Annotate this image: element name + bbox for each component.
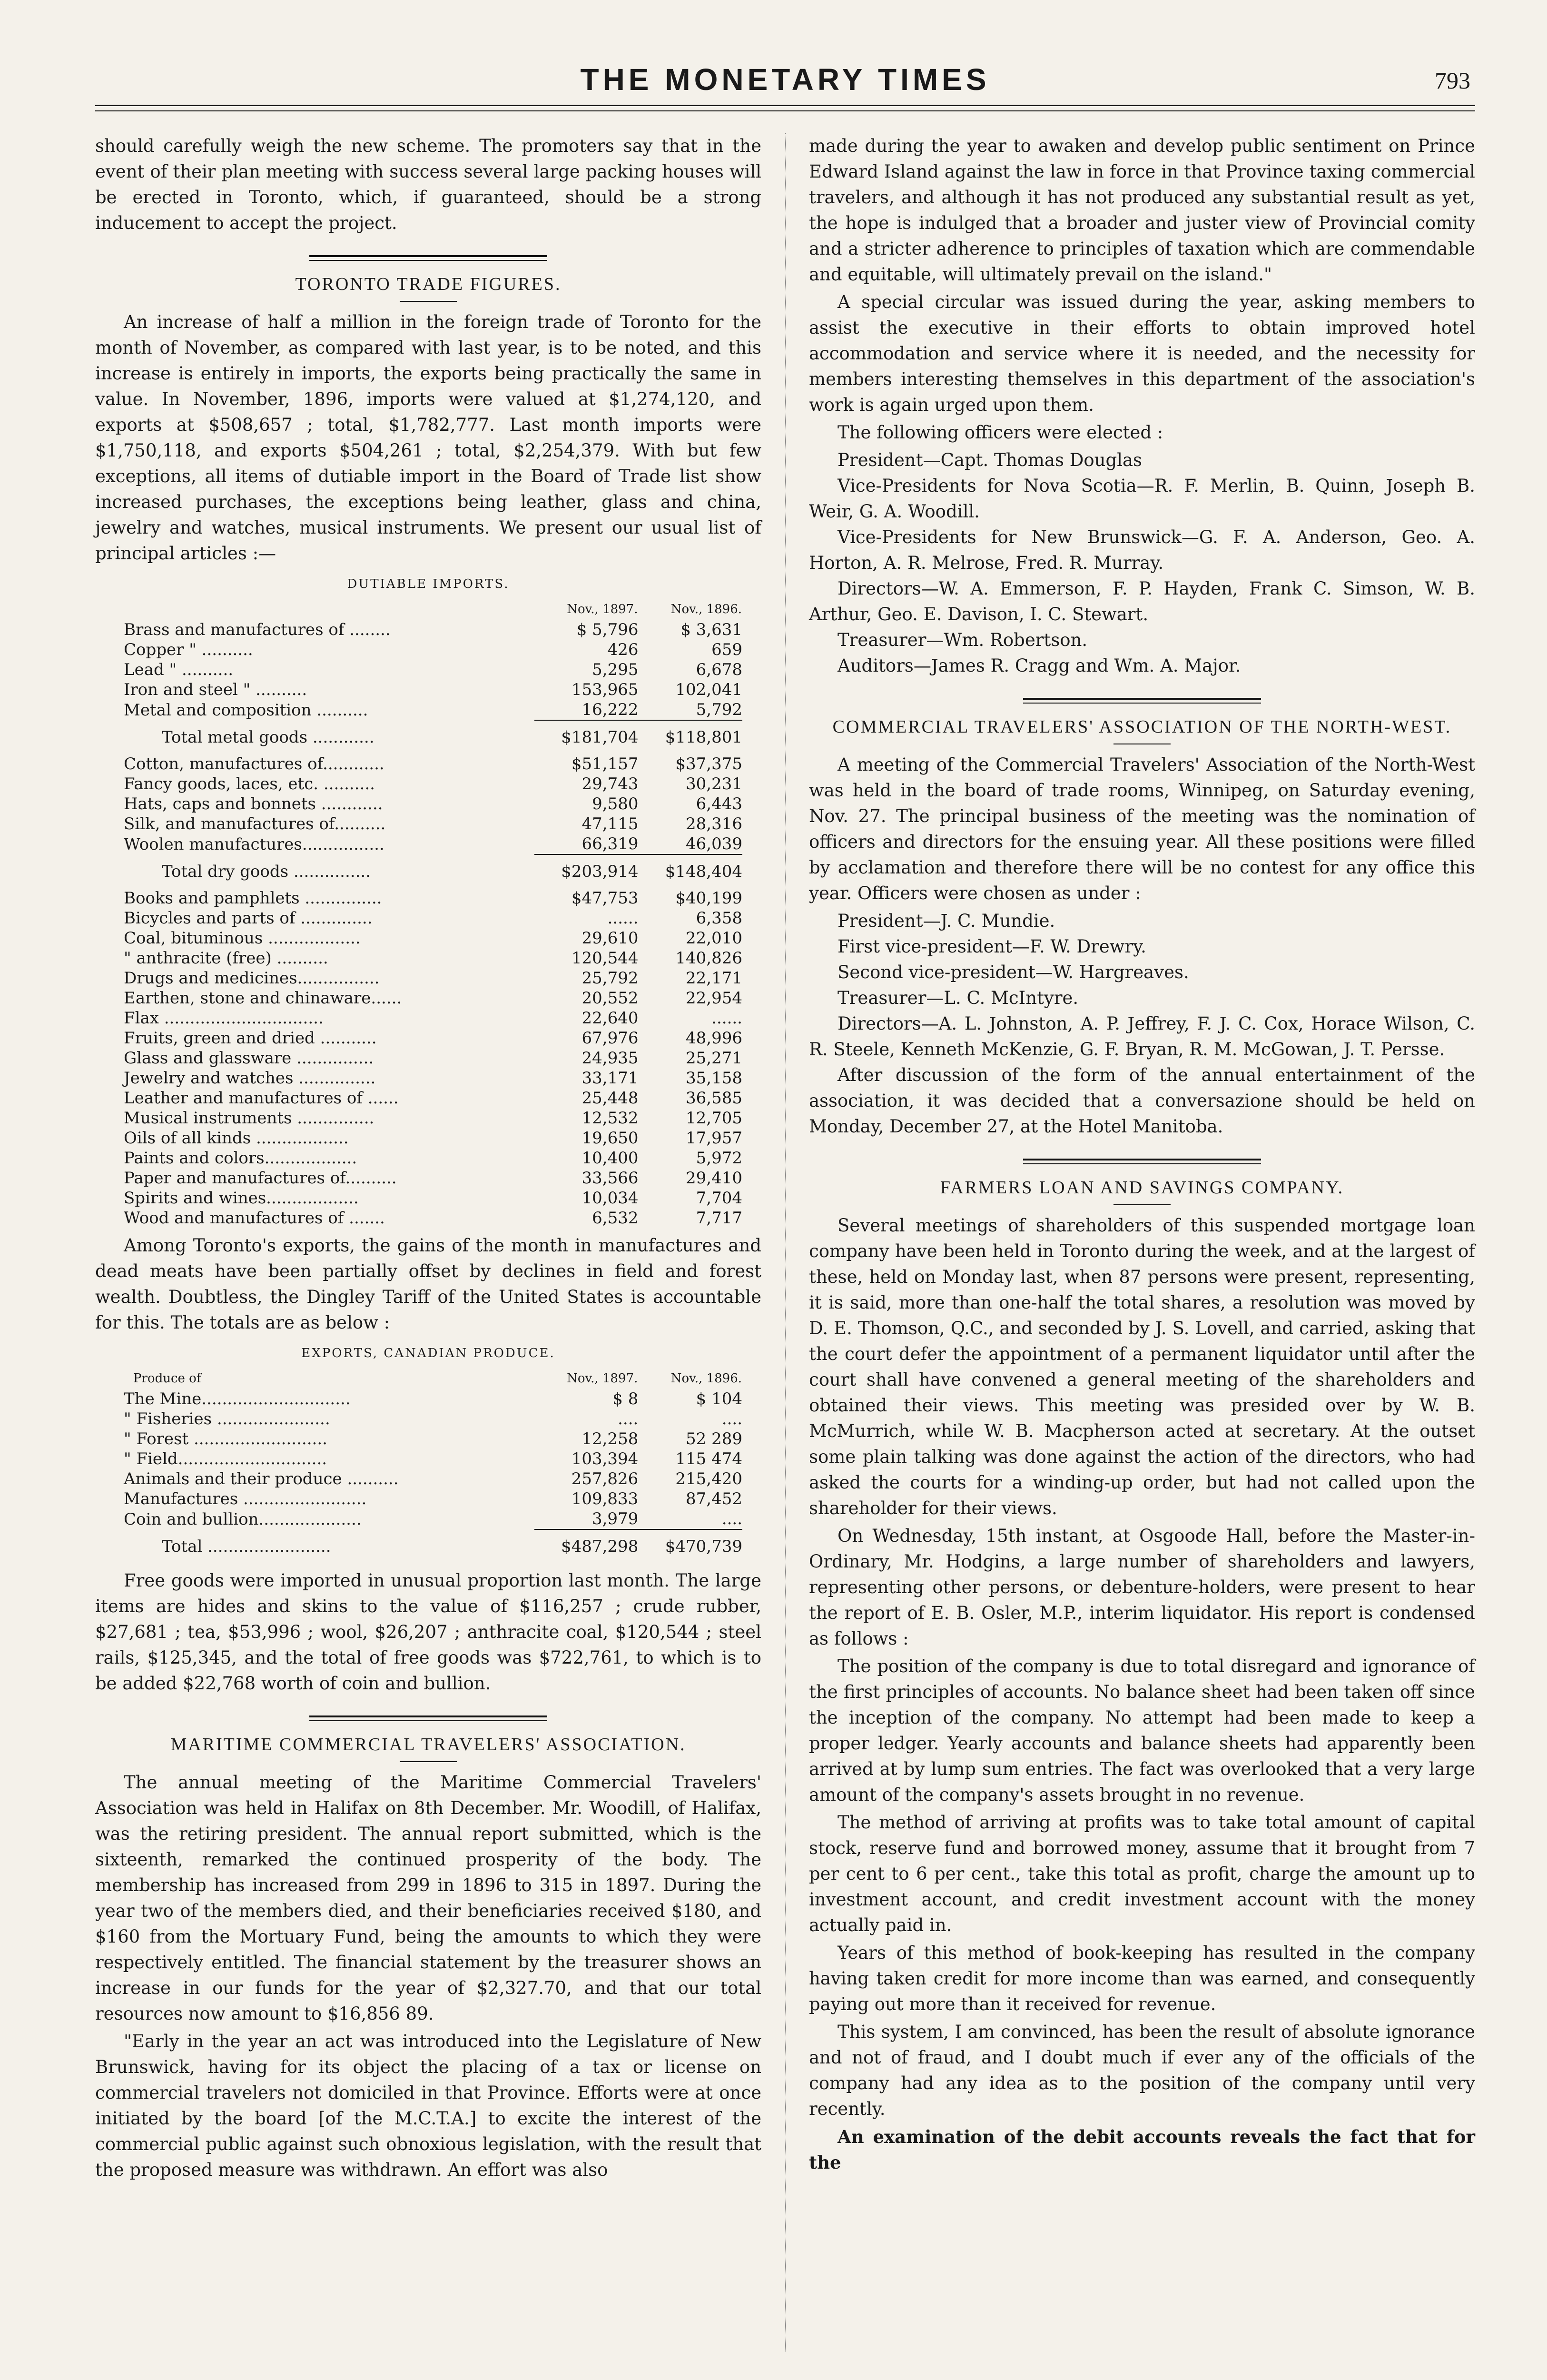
left-column <box>95 133 761 2185</box>
heading-rule <box>400 1761 457 1762</box>
newspaper-page <box>95 57 1475 2351</box>
row-value: 5,295 <box>592 660 639 679</box>
farmers-paragraph-3: The position of the company is due to total disregard and ignorance of the first principles of accounts. No balance sheet had been taken off since the inception of the company. No attempt had been made to keep a proper ledger. Yearly accounts and balance sheets had apparently been arrived at by lump sum entries. The fact was overlooked that a very large amount of the company's assets brought in no revenue. <box>809 1656 1475 1805</box>
total-row: Total ........................ $487,298 $470,739 <box>124 1529 742 1563</box>
row-value: 7,704 <box>696 1189 742 1208</box>
row-label: Cotton, manufactures of............ <box>124 754 384 774</box>
row-label: Leather and manufactures of ...... <box>124 1089 399 1108</box>
row-value: 5,972 <box>696 1149 742 1168</box>
row-value: 10,034 <box>581 1189 639 1208</box>
column-divider <box>785 133 786 2351</box>
farmers-paragraph-4: The method of arriving at profits was to take total amount of capital stock, reserve fund and borrowed money, assume that it brought from 7 per cent to 6 per cent., take this total as profit, charge the amount up to investment account, and credit investment account with the money actually paid in. <box>809 1812 1475 1935</box>
row-value: ...... <box>711 1009 742 1028</box>
row-label: " Field............................. <box>124 1449 327 1468</box>
row-value: 52 289 <box>686 1429 742 1448</box>
table-row <box>124 1148 742 1168</box>
heading-rule <box>1113 1204 1171 1205</box>
row-value: 10,400 <box>581 1149 639 1168</box>
table-row <box>124 1409 742 1429</box>
table-row <box>124 1188 742 1208</box>
table-header-blank <box>124 599 534 620</box>
northwest-paragraph-1: A meeting of the Commercial Travelers' Association of the North-West was held in the board of trade rooms, Winnipeg, on Saturday evening, Nov. 27. The principal business of the meeting was the nomination of officers and directors for the ensuing year. All these positions were filled by acclamation and therefore there will be no contest for any office this year. Officers were chosen as under : <box>809 754 1475 903</box>
farmers-paragraph-2: On Wednesday, 15th instant, at Osgoode Hall, before the Master-in-Ordinary, Mr. Hodgins, a large number of shareholders and lawyers, representing other persons, or debenture-holders, were present to hear the report of E. B. Osler, M.P., interim liquidator. His report is condensed as follows : <box>809 1526 1475 1649</box>
toronto-paragraph-2: Among Toronto's exports, the gains of the month in manufactures and dead meats have been partially offset by declines in field and forest wealth. Doubtless, the Dingley Tariff of the United States is accountable for this. The totals are as below : <box>95 1235 761 1333</box>
row-value: 6,358 <box>696 909 742 928</box>
row-value: 29,610 <box>581 929 639 948</box>
table-row <box>124 1048 742 1068</box>
col-header-1896: Nov., 1896. <box>670 1371 742 1386</box>
row-label: Wood and manufactures of ....... <box>124 1209 385 1228</box>
row-value: 215,420 <box>675 1469 742 1488</box>
row-label: Fancy goods, laces, etc. .......... <box>124 774 375 793</box>
section-separator <box>1023 1159 1261 1164</box>
row-value: .... <box>721 1509 742 1528</box>
officer-line: President—J. C. Mundie. <box>838 911 1055 931</box>
row-value: 7,717 <box>696 1209 742 1228</box>
row-value: 47,115 <box>581 814 639 833</box>
row-value: 120,544 <box>571 949 639 968</box>
row-label: Lead " .......... <box>124 660 234 679</box>
table-row <box>124 888 742 908</box>
row-value: 28,316 <box>686 814 742 833</box>
farmers-paragraph-5: Years of this method of book-keeping has resulted in the company having taken credit for more income than was earned, and consequently paying out more than it received for revenue. <box>809 1943 1475 2014</box>
officer-line: Vice-Presidents for New Brunswick—G. F. A. Anderson, Geo. A. Horton, A. R. Melrose, Fred. R. Murray. <box>809 527 1475 573</box>
row-value: 29,410 <box>686 1169 742 1188</box>
row-label: Manufactures ........................ <box>124 1489 367 1508</box>
row-value: 33,566 <box>581 1169 639 1188</box>
officer-line: Treasurer—L. C. McIntyre. <box>838 988 1079 1008</box>
row-label: Hats, caps and bonnets ............ <box>124 794 383 813</box>
row-label: Copper " .......... <box>124 640 253 659</box>
table-row <box>124 794 742 814</box>
row-value: 659 <box>711 640 742 659</box>
row-value: .... <box>721 1409 742 1428</box>
col-header-1897: Nov., 1897. <box>567 602 638 616</box>
row-value: 6,443 <box>696 794 742 813</box>
row-label: Brass and manufactures of ........ <box>124 620 391 639</box>
table-row <box>124 774 742 794</box>
table-row <box>124 1028 742 1048</box>
right-column <box>809 133 1475 2177</box>
row-value: $ 104 <box>696 1389 742 1408</box>
northwest-officers-list <box>809 908 1475 1062</box>
row-label: Books and pamphlets ............... <box>124 889 382 908</box>
row-value: 17,957 <box>686 1129 742 1148</box>
row-value: 46,039 <box>686 834 742 853</box>
row-value: $47,753 <box>571 889 639 908</box>
row-label: " Forest .......................... <box>124 1429 327 1448</box>
toronto-trade-heading: TORONTO TRADE FIGURES. <box>295 274 562 294</box>
heading-rule <box>400 301 457 302</box>
row-label: Metal and composition .......... <box>124 700 368 720</box>
row-label: Musical instruments ............... <box>124 1109 374 1128</box>
row-value: ...... <box>607 909 639 928</box>
row-value: 20,552 <box>581 989 639 1008</box>
farmers-loan-heading: FARMERS LOAN AND SAVINGS COMPANY. <box>940 1178 1344 1198</box>
row-value: 25,271 <box>686 1049 742 1068</box>
row-label: Coal, bituminous .................. <box>124 929 361 948</box>
farmers-paragraph-7: An examination of the debit accounts reveals the fact that for the <box>809 2126 1475 2173</box>
row-label: Iron and steel " .......... <box>124 680 307 699</box>
table-row <box>124 1449 742 1469</box>
table-row <box>124 1469 742 1489</box>
total-row: Total metal goods ............ $181,704 $118,801 <box>124 720 742 754</box>
header-rule-thin <box>95 110 1475 111</box>
row-value: 30,231 <box>686 774 742 793</box>
table-row <box>124 620 742 640</box>
table-row <box>124 680 742 700</box>
row-value: 29,743 <box>581 774 639 793</box>
row-label: Coin and bullion.................... <box>124 1509 362 1529</box>
northwest-paragraph-2: After discussion of the form of the annual entertainment of the association, it was decided that a conversazione should be held on Monday, December 27, at the Hotel Manitoba. <box>809 1065 1475 1137</box>
row-value: 24,935 <box>581 1049 639 1068</box>
row-label: Flax ............................... <box>124 1009 324 1028</box>
table-row <box>124 834 742 854</box>
row-value: 6,678 <box>696 660 742 679</box>
exports-caption: EXPORTS, CANADIAN PRODUCE. <box>301 1346 555 1360</box>
row-value: 19,650 <box>581 1129 639 1148</box>
row-value: 22,640 <box>581 1009 639 1028</box>
row-label: Jewelry and watches ............... <box>124 1069 376 1088</box>
officer-line: Vice-Presidents for Nova Scotia—R. F. Merlin, B. Quinn, Joseph B. Weir, G. A. Woodill. <box>809 476 1475 522</box>
maritime-paragraph-2: "Early in the year an act was introduced into the Legislature of New Brunswick, having for its object the placing of a tax or license on commercial travelers not domiciled in that Province. Efforts were at once initiated by the board [of the M.C.T.A.] to excite the interest of the commercial public against such obnoxious legislation, with the result that the proposed measure was withdrawn. An effort was also <box>95 2031 761 2180</box>
row-value: 257,826 <box>571 1469 639 1488</box>
row-value: 103,394 <box>571 1449 639 1468</box>
page-number: 793 <box>1435 67 1470 94</box>
row-label: Earthen, stone and chinaware...... <box>124 989 402 1008</box>
row-label: Glass and glassware ............... <box>124 1049 374 1068</box>
section-separator <box>309 1716 547 1721</box>
row-value: 102,041 <box>675 680 742 699</box>
table-row <box>124 1108 742 1128</box>
dutiable-imports-table <box>124 599 742 1228</box>
maritime-paragraph-1: The annual meeting of the Maritime Commercial Travelers' Association was held in Halifax on 8th December. Mr. Woodill, of Halifax, was the retiring president. The annual report submitted, which is the sixteenth, remarked the continued prosperity of the body. The membership has increased from 299 in 1896 to 315 in 1897. During the year two of the members died, and their beneficiaries received $180, and $160 from the Mortuary Fund, being the amounts to which they were respectively entitled. The financial statement by the treasurer shows an increase in our funds for the year of $2,327.70, and that our total resources now amount to $16,856 89. <box>95 1772 761 2024</box>
publication-title: THE MONETARY TIMES <box>580 62 990 97</box>
toronto-paragraph-1: An increase of half a million in the foreign trade of Toronto for the month of November, as compared with last year, is to be noted, and this increase is entirely in imports, the exports being practically the same in value. In November, 1896, imports were valued at $1,274,120, and exports at $508,657 ; total, $1,782,777. Last month imports were $1,750,118, and exports $504,261 ; total, $2,254,379. With but few exceptions, all items of dutiable import in the Board of Trade list show increased purchases, the exceptions being leather, glass and china, jewelry and watches, musical instruments. We present our usual list of principal articles :— <box>95 312 761 564</box>
row-value: 25,448 <box>581 1089 639 1108</box>
row-value: 12,532 <box>581 1109 639 1128</box>
row-value: 22,010 <box>686 929 742 948</box>
table-row <box>124 1008 742 1028</box>
row-value: 12,258 <box>581 1429 639 1448</box>
masthead <box>95 57 1475 100</box>
row-value: 35,158 <box>686 1069 742 1088</box>
maritime-continuation: made during the year to awaken and develop public sentiment on Prince Edward Island against the law in force in that Province taxing commercial travelers, and although it has not produced any substantial result as yet, the hope is indulged that a broader and juster view of Provincial comity and a stricter adherence to principles of taxation which are commendable and equitable, will ultimately prevail on the island." <box>809 136 1475 285</box>
toronto-paragraph-3: Free goods were imported in unusual proportion last month. The large items are hides and skins to the value of $116,257 ; crude rubber, $27,681 ; tea, $53,996 ; wool, $26,207 ; anthracite coal, $120,544 ; steel rails, $125,345, and the total of free goods was $722,761, to which is to be added $22,768 worth of coin and bullion. <box>95 1570 761 1694</box>
row-value: 36,585 <box>686 1089 742 1108</box>
table-row <box>124 1509 742 1529</box>
table-row <box>124 968 742 988</box>
row-label: Paper and manufactures of.......... <box>124 1169 397 1188</box>
table-row <box>124 1068 742 1088</box>
row-label: " Fisheries ...................... <box>124 1409 330 1428</box>
total-row: Total dry goods ............... $203,914 $148,404 <box>124 854 742 888</box>
exports-table <box>124 1368 742 1563</box>
row-value: $ 8 <box>612 1389 639 1408</box>
table-row <box>124 660 742 680</box>
row-value: 153,965 <box>571 680 639 699</box>
row-value: $37,375 <box>675 754 742 774</box>
table-row <box>124 754 742 774</box>
table-row <box>124 700 742 720</box>
row-label: Spirits and wines.................. <box>124 1189 359 1208</box>
table-row <box>124 988 742 1008</box>
row-value: 140,826 <box>675 949 742 968</box>
farmers-paragraph-1: Several meetings of shareholders of this suspended mortgage loan company have been held in Toronto during the week, and at the largest of these, held on Monday last, when 87 persons were present, representing, it is said, more than one-half the total shares, a resolution was moved by D. E. Thomson, Q.C., and seconded by J. S. Lovell, and carried, asking that the court defer the appointment of a permanent liquidator until after the court shall have convened a general meeting of the shareholders and obtained their views. This meeting was presided over by W. B. McMurrich, while W. B. Macpherson acted at secretary. At the outset some plain talking was done against the action of the directors, who had asked the courts for a winding-up order, but had not called upon the shareholder for their views. <box>809 1215 1475 1518</box>
row-value: 25,792 <box>581 969 639 988</box>
table-row <box>124 908 742 928</box>
officer-line: Second vice-president—W. Hargreaves. <box>838 962 1189 982</box>
officer-line: Auditors—James R. Cragg and Wm. A. Major. <box>838 655 1241 676</box>
row-value: 33,171 <box>581 1069 639 1088</box>
row-value: 66,319 <box>581 834 639 853</box>
row-value: 16,222 <box>581 700 639 719</box>
table-row <box>124 1429 742 1449</box>
table-row <box>124 1088 742 1108</box>
row-value: 3,979 <box>591 1509 639 1528</box>
row-value: 12,705 <box>686 1109 742 1128</box>
maritime-officers-intro: The following officers were elected : <box>838 422 1163 443</box>
officer-line: Directors—W. A. Emmerson, F. P. Hayden, Frank C. Simson, W. B. Arthur, Geo. E. Davison, I. C. Stewart. <box>809 578 1475 625</box>
table-row <box>124 814 742 834</box>
table-row <box>124 1128 742 1148</box>
row-label: Oils of all kinds .................. <box>124 1129 349 1148</box>
row-label: Fruits, green and dried ........... <box>124 1029 377 1048</box>
dutiable-imports-caption: DUTIABLE IMPORTS. <box>347 577 510 591</box>
row-label: Animals and their produce .......... <box>124 1469 399 1488</box>
row-label: Paints and colors.................. <box>124 1149 357 1168</box>
table-row <box>124 640 742 660</box>
section-separator <box>309 255 547 261</box>
row-value: 67,976 <box>581 1029 639 1048</box>
row-value: 115 474 <box>675 1449 742 1468</box>
row-value: .... <box>618 1409 639 1428</box>
row-value: 48,996 <box>686 1029 742 1048</box>
farmers-paragraph-6: This system, I am convinced, has been the result of absolute ignorance and not of fraud, and I doubt much if ever any of the officials of the company had any idea as to the position of the company until very recently. <box>809 2022 1475 2119</box>
row-value: 109,833 <box>571 1489 639 1508</box>
row-label: Drugs and medicines................ <box>124 969 380 988</box>
row-value: $ 3,631 <box>680 620 742 639</box>
row-value: 5,792 <box>696 700 742 719</box>
row-value: 22,954 <box>686 989 742 1008</box>
row-value: 87,452 <box>686 1489 742 1508</box>
officer-line: President—Capt. Thomas Douglas <box>838 450 1143 470</box>
table-row <box>124 1168 742 1188</box>
row-value: 9,580 <box>592 794 639 813</box>
row-value: 6,532 <box>592 1209 639 1228</box>
officer-line: Treasurer—Wm. Robertson. <box>838 630 1088 650</box>
col-header-1897: Nov., 1897. <box>567 1371 638 1386</box>
maritime-paragraph-3: A special circular was issued during the year, asking members to assist the executive in their efforts to obtain improved hotel accommodation and service where it is needed, and the necessity for members interesting themselves in this department of the association's work is again urged upon them. <box>809 292 1475 415</box>
row-value: 426 <box>607 640 639 659</box>
row-label: Silk, and manufactures of.......... <box>124 814 386 833</box>
table-row <box>124 948 742 968</box>
intro-paragraph: should carefully weigh the new scheme. The promoters say that in the event of their plan meeting with success several large packing houses will be erected in Toronto, which, if guaranteed, should be a strong inducement to accept the project. <box>95 136 761 233</box>
northwest-heading: COMMERCIAL TRAVELERS' ASSOCIATION OF THE NORTH-WEST. <box>832 717 1452 737</box>
maritime-officers-list <box>809 447 1475 679</box>
table-row <box>124 1389 742 1409</box>
col-header-1896: Nov., 1896. <box>670 602 742 616</box>
table-row <box>124 928 742 948</box>
row-value: $ 5,796 <box>576 620 639 639</box>
row-label: Woolen manufactures................ <box>124 834 384 854</box>
table-row <box>124 1489 742 1509</box>
row-label: " anthracite (free) .......... <box>124 949 328 968</box>
officer-line: Directors—A. L. Johnston, A. P. Jeffrey, F. J. C. Cox, Horace Wilson, C. R. Steele, Kenneth McKenzie, G. F. Bryan, R. M. McGowan, J. T. Persse. <box>809 1013 1475 1060</box>
maritime-heading: MARITIME COMMERCIAL TRAVELERS' ASSOCIATION. <box>170 1735 686 1755</box>
header-rule <box>95 105 1475 106</box>
section-separator <box>1023 698 1261 704</box>
row-value: $40,199 <box>675 889 742 908</box>
row-value: 22,171 <box>686 969 742 988</box>
officer-line: First vice-president—F. W. Drewry. <box>838 936 1146 957</box>
row-label: Bicycles and parts of .............. <box>124 909 373 928</box>
produce-of-label: Produce of <box>133 1371 201 1386</box>
row-label: The Mine............................. <box>124 1389 351 1408</box>
row-value: $51,157 <box>571 754 639 774</box>
table-row <box>124 1208 742 1228</box>
